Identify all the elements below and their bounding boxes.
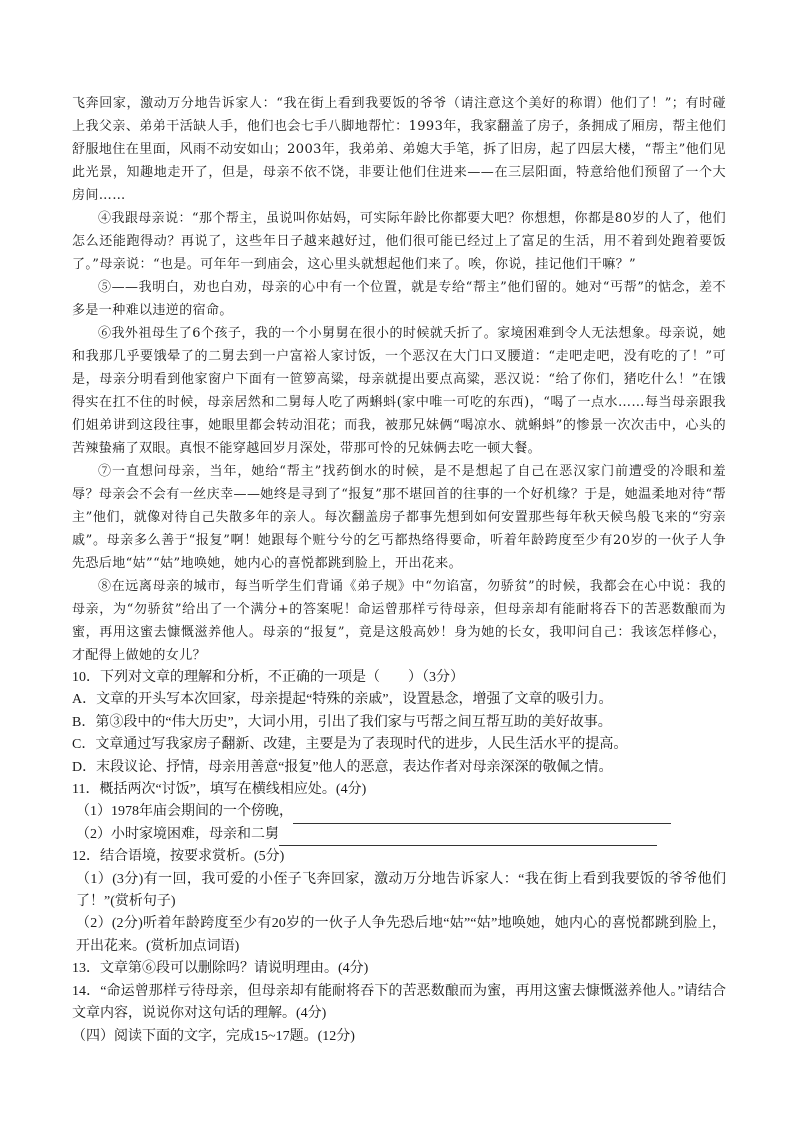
passage-paragraph-6: ⑥我外祖母生了6个孩子，我的一个小舅舅在很小的时候就夭折了。家境困难到令人无法想象。母亲说，她和我那几乎要饿晕了的二舅去到一户富裕人家讨饭，一个恶汉在大门口叉腰道：“走吧走吧，没有吃的了！”可是，母亲分明看到他家窗户下面有一笸箩高粱，母亲就提出要点高粱，恶汉说：“给了你们，猪吃什么！”在饿得实在扛不住的时候，母亲居然和二舅每人吃了两蝌蚪(家中唯一可吃的东西)，“喝了一点水……每当母亲跟我们姐弟讲到这段往事，她眼里都会转动泪花；而我，被那兄妹俩“喝凉水、就蝌蚪”的惨景一次次击中，心头的苦辣蛰痛了双眼。真恨不能穿越回岁月深处，带那可怜的兄妹俩去吃一顿大餐。 xyxy=(72,326,726,456)
answer-blank-line[interactable] xyxy=(279,831,657,846)
question-10: 10．下列对文章的理解和分析，不正确的一项是（ ）（3分） xyxy=(72,670,464,685)
question-10-option-d: D．末段议论、抒情，母亲用善意“报复”他人的恶意，表达作者对母亲深深的敬佩之情。 xyxy=(72,759,613,775)
question-12-item-1: （1）(3分)有一回，我可爱的小侄子飞奔回家，激动万分地告诉家人：“我在街上看到我要饭的爷爷他们了！”(赏析句子) xyxy=(76,871,726,910)
question-12: 12．结合语境，按要求赏析。(5分) xyxy=(72,849,285,865)
passage-paragraph-8: ⑧在远离母亲的城市，每当听学生们背诵《弟子规》中“勿谄富，勿骄贫”的时候，我都会在心中说：我的母亲，为“勿骄贫”给出了一个满分+的答案呢！命运曾那样亏待母亲，但母亲却有能耐将吞下的苦恶数酿而为蜜，再用这蜜去慷慨滋养他人。母亲的“报复”，竟是这般高妙！身为她的长女，我叩问自己：我该怎样修心，才配得上做她的女儿？ xyxy=(72,579,726,663)
question-11-item-1-text: （1）1978年庙会期间的一个傍晚， xyxy=(76,804,293,820)
passage-paragraph-7: ⑦一直想问母亲，当年，她给“帮主”找药倒水的时候，是不是想起了自己在恶汉家门前遭受的冷眼和羞辱？母亲会不会有一丝庆幸——她终是寻到了“报复”那不堪回首的往事的一个好机缘？于是，她温柔地对待“帮主”他们，就像对待自己失散多年的亲人。每次翻盖房子都事先想到如何安置那些每年秋天候鸟般飞来的“穷亲戚”。母亲多么善于“报复”啊！她跟每个赃兮兮的乞丐都热络得要命，听着年龄跨度至少有20岁的一伙子人争先恐后地“姑”“姑”地唤她，她内心的喜悦都跳到脸上，开出花来。 xyxy=(72,464,726,571)
question-10-option-c: C．文章通过写我家房子翻新、改建，主要是为了表现时代的进步，人民生活水平的提高。 xyxy=(72,737,628,753)
question-13: 13．文章第⑥段可以删除吗？请说明理由。(4分) xyxy=(72,961,369,977)
question-10-option-b: B．第③段中的“伟大历史”，大词小用，引出了我们家与丐帮之间互帮互助的美好故事。 xyxy=(72,714,612,730)
question-14: 14．“命运曾那样亏待母亲，但母亲却有能耐将吞下的苦恶数酿而为蜜，再用这蜜去慷慨滋养他人。”请结合文章内容，说说你对这句话的理解。(4分) xyxy=(72,983,726,1022)
question-12-item-2: （2）(2分)听着年龄跨度至少有20岁的一伙子人争先恐后地“姑”“姑”地唤她，她内心的喜悦都跳到脸上，开出花来。(赏析加点词语) xyxy=(76,916,726,954)
passage-paragraph-4: ④我跟母亲说：“那个帮主，虽说叫你姑妈，可实际年龄比你都要大吧？你想想，你都是80岁的人了，他们怎么还能跑得动？再说了，这些年日子越来越好过，他们很可能已经过上了富足的生活，用不着到处跑着要饭了。”母亲说：“也是。可年年一到庙会，这心里头就想起他们来了。唉，你说，挂记他们干嘛？” xyxy=(72,211,726,272)
question-11-item-2-text: （2）小时家境困难，母亲和二舅 xyxy=(76,826,279,842)
section-4-heading: （四）阅读下面的文字，完成15~17题。(12分) xyxy=(72,1028,355,1044)
question-section xyxy=(72,667,726,1048)
passage-paragraph-5: ⑤——我明白，劝也白劝，母亲的心中有一个位置，就是专给“帮主”他们留的。她对“丐帮”的惦念，差不多是一种难以违逆的宿命。 xyxy=(72,280,726,318)
answer-blank-line[interactable] xyxy=(293,809,671,824)
question-11-item-2 xyxy=(72,824,726,846)
question-10-option-a: A．文章的开头写本次回家，母亲提起“特殊的亲戚”，设置悬念，增强了文章的吸引力。 xyxy=(72,692,613,708)
passage-paragraph-3-continued: 飞奔回家，激动万分地告诉家人：“我在街上看到我要饭的爷爷（请注意这个美好的称谓）他们了！”；有时碰上我父亲、弟弟干活缺人手，他们也会七手八脚地帮忙：1993年，我家翻盖了房子，条拥成了厢房，帮主他们舒服地住在里面，风雨不动安如山；2003年，我弟弟、弟媳大手笔，拆了旧房，起了四层大楼，“帮主”他们见此光景，知趣地走开了，但是，母亲不依不饶，非要让他们住进来——在三层阳面，特意给他们预留了一个大房间…… xyxy=(72,96,726,203)
question-11-item-1 xyxy=(72,801,726,823)
reading-passage xyxy=(72,92,726,667)
question-11: 11．概括两次“讨饭”，填写在横线相应处。(4分) xyxy=(72,782,367,798)
